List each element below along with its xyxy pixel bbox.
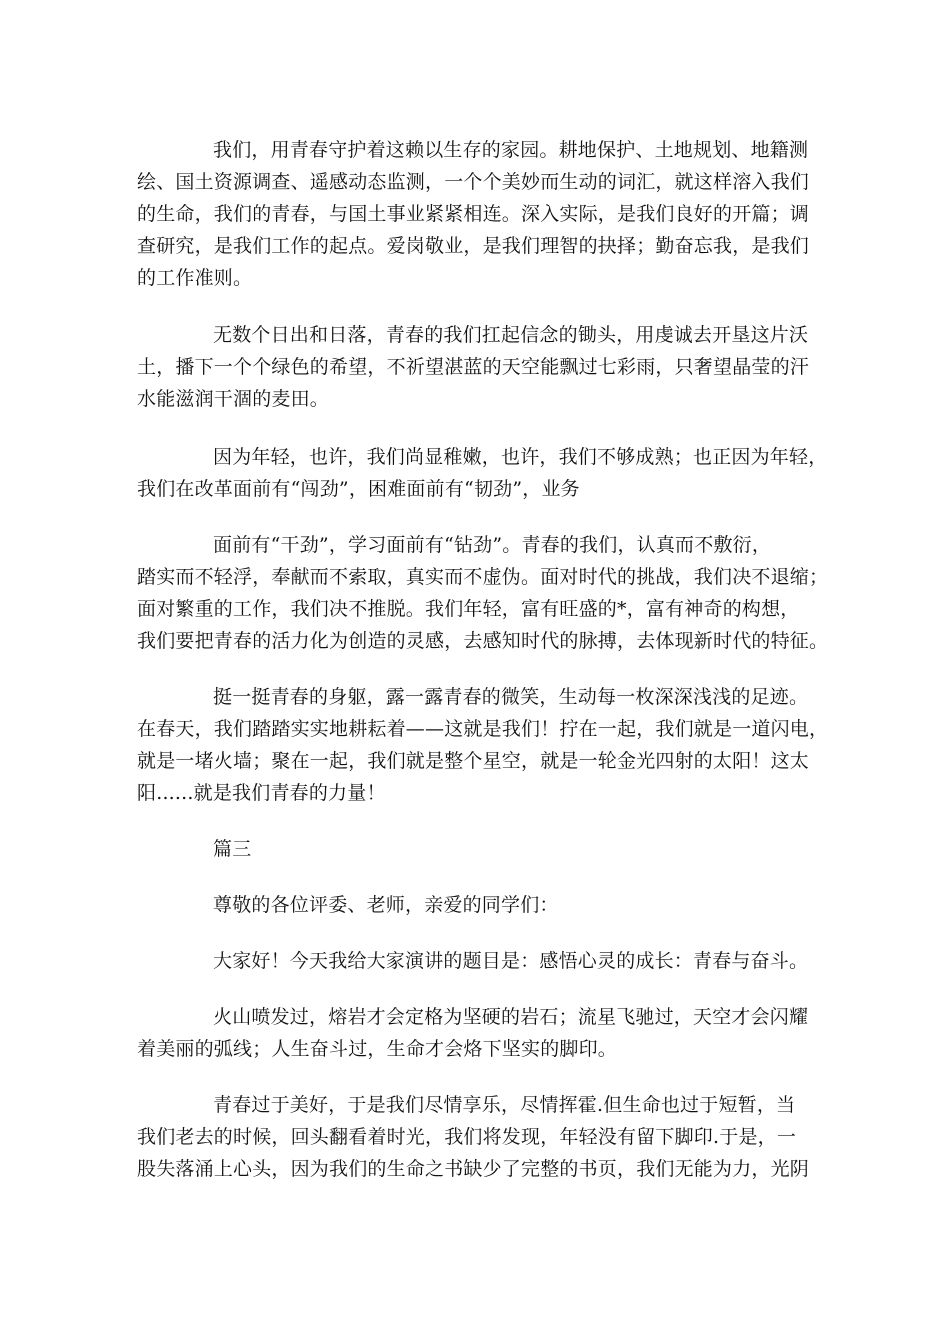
paragraph-10-line-2: 我们老去的时候，回头翻看着时光，我们将发现，年轻没有留下脚印.于是，一 bbox=[137, 1126, 797, 1148]
paragraph-3-line-1: 因为年轻，也许，我们尚显稚嫩，也许，我们不够成熟；也正因为年轻， bbox=[213, 446, 828, 468]
paragraph-2-line-1: 无数个日出和日落，青春的我们扛起信念的锄头，用虔诚去开垦这片沃 bbox=[213, 324, 809, 346]
paragraph-1-line-4: 查研究，是我们工作的起点。爱岗敬业，是我们理智的抉择；勤奋忘我，是我们 bbox=[137, 235, 810, 257]
paragraph-5-line-3: 就是一堵火墙；聚在一起，我们就是整个星空，就是一轮金光四射的太阳！这太 bbox=[137, 750, 810, 772]
paragraph-5-line-2: 在春天，我们踏踏实实地耕耘着——这就是我们！拧在一起，我们就是一道闪电， bbox=[137, 718, 829, 740]
paragraph-2-line-3: 水能滋润干涸的麦田。 bbox=[137, 388, 330, 410]
paragraph-2-line-2: 土，播下一个个绿色的希望，不祈望湛蓝的天空能飘过七彩雨，只奢望晶莹的汗 bbox=[137, 356, 810, 378]
paragraph-1-line-3: 的生命，我们的青春，与国土事业紧紧相连。深入实际，是我们良好的开篇；调 bbox=[137, 203, 810, 225]
paragraph-1-line-2: 绘、国土资源调查、遥感动态监测，一个个美妙而生动的词汇，就这样溶入我们 bbox=[137, 171, 810, 193]
paragraph-1-line-1: 我们，用青春守护着这赖以生存的家园。耕地保护、土地规划、地籍测 bbox=[213, 139, 809, 161]
paragraph-4-line-4: 我们要把青春的活力化为创造的灵感，去感知时代的脉搏，去体现新时代的特征。 bbox=[137, 630, 829, 652]
greeting: 大家好！今天我给大家演讲的题目是：感悟心灵的成长：青春与奋斗。 bbox=[213, 950, 809, 972]
paragraph-9-line-2: 着美丽的弧线；人生奋斗过，生命才会烙下坚实的脚印。 bbox=[137, 1038, 618, 1060]
paragraph-9-line-1: 火山喷发过，熔岩才会定格为坚硬的岩石；流星飞驰过，天空才会闪耀 bbox=[213, 1006, 809, 1028]
section-heading: 篇三 bbox=[213, 838, 252, 860]
paragraph-4-line-1: 面前有“干劲”，学习面前有“钻劲”。青春的我们，认真而不敷衍， bbox=[213, 534, 772, 556]
paragraph-5-line-1: 挺一挺青春的身躯，露一露青春的微笑，生动每一枚深深浅浅的足迹。 bbox=[213, 686, 809, 708]
salutation: 尊敬的各位评委、老师，亲爱的同学们： bbox=[213, 894, 559, 916]
paragraph-10-line-1: 青春过于美好，于是我们尽情享乐，尽情挥霍.但生命也过于短暂，当 bbox=[213, 1094, 796, 1116]
paragraph-4-line-3: 面对繁重的工作，我们决不推脱。我们年轻，富有旺盛的*，富有神奇的构想， bbox=[137, 598, 800, 620]
paragraph-5-line-4: 阳......就是我们青春的力量！ bbox=[137, 782, 386, 804]
paragraph-3-line-2: 我们在改革面前有“闯劲”，困难面前有“韧劲”，业务 bbox=[137, 478, 580, 500]
paragraph-10-line-3: 股失落涌上心头，因为我们的生命之书缺少了完整的书页，我们无能为力，光阴 bbox=[137, 1158, 810, 1180]
paragraph-1-line-5: 的工作准则。 bbox=[137, 267, 253, 289]
paragraph-4-line-2: 踏实而不轻浮，奉献而不索取，真实而不虚伪。面对时代的挑战，我们决不退缩； bbox=[137, 566, 829, 588]
